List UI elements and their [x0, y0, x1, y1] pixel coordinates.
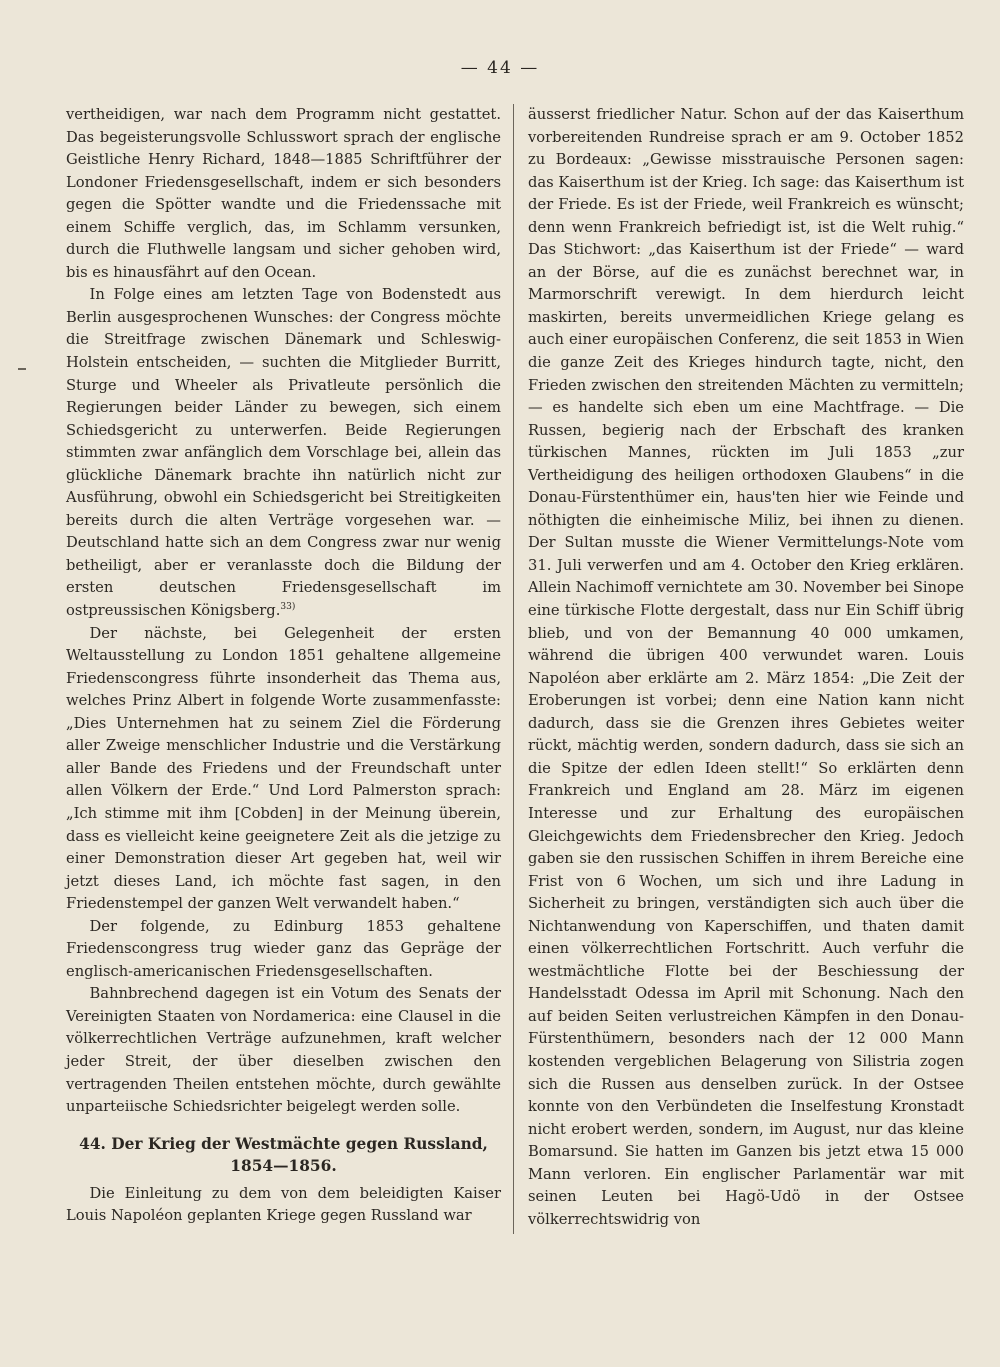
paragraph: Die Einleitung zu dem von dem beleidigten Kaiser Louis Napoléon geplanten Kriege gegen Russland war — [66, 1184, 501, 1225]
paragraph: vertheidigen, war nach dem Programm nicht gestattet. Das begeisterungsvolle Schlusswort sprach der englische Geistliche Henry Richard, 1848—1885 Schriftführer der Londoner Friedensgesellschaft, indem er sich besonders gegen die Spötter wandte und die Friedenssache mit einem Schiffe verglich, das, im Schlamm versunken, durch die Fluthwelle langsam und sicher gehoben wird, bis es hinausfährt auf den Ocean. — [66, 106, 501, 281]
left-column — [66, 104, 501, 1228]
footnote-marker: 33) — [280, 602, 296, 613]
paragraph: Der folgende, zu Edinburg 1853 gehaltene Friedenscongress trug wieder ganz das Gepräge der englisch-americanischen Friedensgesellschaften. — [66, 917, 501, 980]
column-divider — [513, 104, 514, 1234]
paragraph-text: In Folge eines am letzten Tage von Bodenstedt aus Berlin ausgesprochenen Wunsches: der Congress möchte die Streitfrage zwischen Dänemark und Schleswig-Holstein entscheiden, — suchten die Mitglieder Burritt, Sturge und Wheeler als Privatleute persönlich die Regierungen beider Länder zu bewegen, sich einem Schiedsgericht zu unterwerfen. Beide Regierungen stimmten zwar anfänglich dem Vorschlage bei, allein das glückliche Dänemark brachte ihn natürlich nicht zur Ausführung, obwohl ein Schiedsgericht bei Streitigkeiten bereits durch die alten Verträge vorgesehen war. — Deutschland hatte sich an dem Congress zwar nur wenig betheiligt, aber er veranlasste doch die Bildung der ersten deutschen Friedensgesellschaft im ostpreussischen Königsberg. — [66, 286, 501, 620]
paragraph: äusserst friedlicher Natur. Schon auf der das Kaiserthum vorbereitenden Rundreise sprach er am 9. October 1852 zu Bordeaux: „Gewisse misstrauische Personen sagen: das Kaiserthum ist der Krieg. Ich sage: das Kaiserthum ist der Friede. Es ist der Friede, weil Frankreich es wünscht; denn wenn Frankreich befriedigt ist, ist die Welt ruhig.“ Das Stichwort: „das Kaiserthum ist der Friede“ — ward an der Börse, auf die es zunächst berechnet war, in Marmorschrift verewigt. In dem hierdurch leicht maskirten, bereits unvermeidlichen Kriege gelang es auch einer europäischen Conferenz, die seit 1853 in Wien die ganze Zeit des Krieges hindurch tagte, nicht, den Frieden zwischen den streitenden Mächten zu vermitteln; — es handelte sich eben um eine Machtfrage. — Die Russen, begierig nach der Erbschaft des kranken türkischen Mannes, rückten im Juli 1853 „zur Vertheidigung des heiligen orthodoxen Glaubens“ in die Donau-Fürstenthümer ein, haus'ten hier wie Feinde und nöthigten die einheimische Miliz, bei ihnen zu dienen. Der Sultan musste die Wiener Vermittelungs-Note vom 31. Juli verwerfen und am 4. October den Krieg erklären. Allein Nachimoff vernichtete am 30. November bei Sinope eine türkische Flotte dergestalt, dass nur Ein Schiff übrig blieb, und von der Bemannung 40 000 umkamen, während die übrigen 400 verwundet waren. Louis Napoléon aber erklärte am 2. März 1854: „Die Zeit der Eroberungen ist vorbei; denn eine Nation kann nicht dadurch, dass sie die Grenzen ihres Gebietes weiter rückt, mächtig werden, sondern dadurch, dass sie sich an die Spitze der edlen Ideen stellt!“ So erklärten denn Frankreich und England am 28. März im eigenen Interesse und zur Erhaltung des europäischen Gleichgewichts dem Friedensbrecher den Krieg. Jedoch gaben sie den russischen Schiffen in ihrem Bereiche eine Frist von 6 Wochen, um sich und ihre Ladung in Sicherheit zu bringen, verständigten sich auch über die Nichtanwendung von Kaperschiffen, und thaten damit einen völkerrechtlichen Fortschritt. Auch verfuhr die westmächtliche Flotte bei der Beschiessung der Handelsstadt Odessa im April mit Schonung. Nach den auf beiden Seiten verlustreichen Kämpfen in den Donau-Fürstenthümern, besonders nach der 12 000 Mann kostenden vergeblichen Belagerung von Silistria zogen sich die Russen aus denselben zurück. In der Ostsee konnte von den Verbündeten die Inselfestung Kronstadt nicht erobert werden, sondern, im August, nur das kleine Bomarsund. Sie hatten im Ganzen bis jetzt etwa 15 000 Mann verloren. Ein englischer Parlamentär war mit seinen Leuten bei Hagö-Udö in der Ostsee völkerrechtswidrig von — [528, 106, 964, 1228]
margin-mark — [18, 368, 26, 370]
right-column — [528, 104, 964, 1231]
section-heading — [66, 1133, 501, 1177]
page-number: — 44 — — [460, 58, 540, 78]
paragraph: Der nächste, bei Gelegenheit der ersten Weltausstellung zu London 1851 gehaltene allgemeine Friedenscongress führte insonderheit das Thema aus, welches Prinz Albert in folgende Worte zusammenfasste: „Dies Unternehmen hat zu seinem Ziel die Förderung aller Zweige menschlicher Industrie und die Verstärkung aller Bande des Friedens und der Freundschaft unter allen Völkern der Erde.“ Und Lord Palmerston sprach: „Ich stimme mit ihm [Cobden] in der Meinung überein, dass es vielleicht keine geeignetere Zeit als die jetzige zu einer Demonstration dieser Art gegeben hat, weil wir jetzt dieses Land, ich möchte fast sagen, in den Friedenstempel der ganzen Welt verwandelt haben.“ — [66, 624, 501, 913]
paragraph: Bahnbrechend dagegen ist ein Votum des Senats der Vereinigten Staaten von Nordamerica: eine Clausel in die völkerrechtlichen Verträge aufzunehmen, kraft welcher jeder Streit, der über dieselben zwischen den vertragenden Theilen entstehen möchte, durch gewählte unparteiische Schiedsrichter beigelegt werden solle. — [66, 985, 501, 1116]
section-heading-line: 1854—1856. — [230, 1156, 337, 1175]
paragraph — [66, 284, 501, 622]
section-heading-line: 44. Der Krieg der Westmächte gegen Russland, — [79, 1134, 488, 1153]
